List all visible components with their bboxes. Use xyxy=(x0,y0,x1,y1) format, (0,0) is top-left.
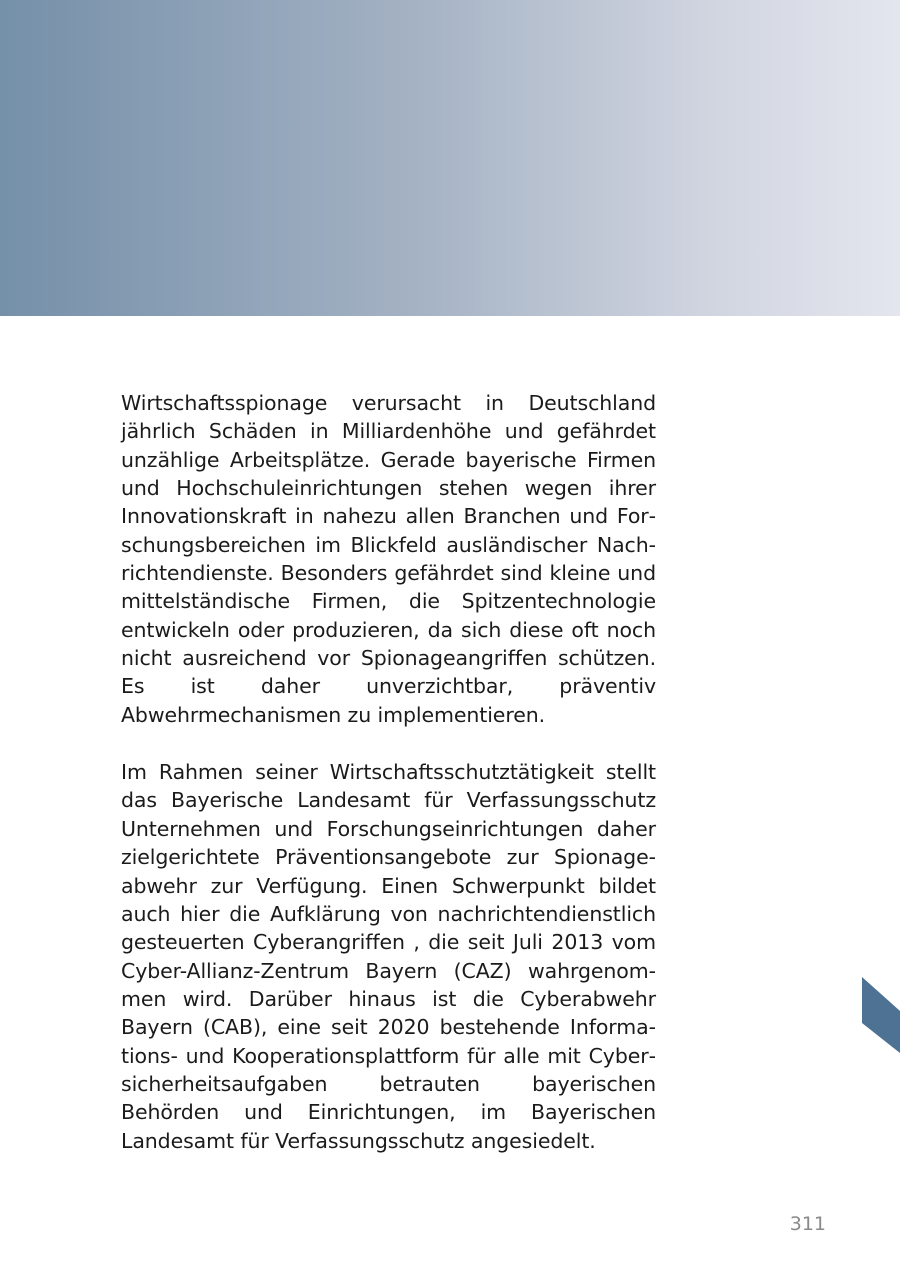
main-text-column xyxy=(121,389,656,1155)
chapter-side-tab xyxy=(862,977,900,1053)
body-paragraph-1: Wirtschaftsspionage verursacht in Deutschland jährlich Schäden in Milliardenhöhe und gefährdet unzählige Arbeitsplätze. Gerade bayerische Firmen und Hochschuleinrichtungen stehen wegen ihrer Innovationskraft in nahezu allen Branchen und Forschungsbereichen im Blickfeld ausländischer Nachrichtendienste. Besonders gefährdet sind kleine und mittelständische Firmen, die Spitzentechnologie entwickeln oder produzieren, da sich diese oft noch nicht ausreichend vor Spionageangriffen schützen. Es ist daher unverzichtbar, präventiv Abwehrmechanismen zu implementieren. xyxy=(121,391,656,727)
header-gradient-band xyxy=(0,0,900,316)
body-paragraph-2: Im Rahmen seiner Wirtschaftsschutztätigkeit stellt das Bayerische Landesamt für Verfassungsschutz Unternehmen und Forschungseinrichtungen daher zielgerichtete Präventionsangebote zur Spionageabwehr zur Verfügung. Einen Schwerpunkt bildet auch hier die Aufklärung von nachrichtendienstlich gesteuerten Cyberangriffen , die seit Juli 2013 vom Cyber-Allianz-Zentrum Bayern (CAZ) wahrgenommen wird. Darüber hinaus ist die Cyberabwehr Bayern (CAB), eine seit 2020 bestehende Informations- und Kooperationsplattform für alle mit Cybersicherheitsaufgaben betrauten bayerischen Behörden und Einrichtungen, im Bayerischen Landesamt für Verfassungsschutz angesiedelt. xyxy=(121,760,656,1153)
chapter-side-tab-shape xyxy=(862,977,900,1053)
page-number: 311 xyxy=(789,1213,826,1235)
